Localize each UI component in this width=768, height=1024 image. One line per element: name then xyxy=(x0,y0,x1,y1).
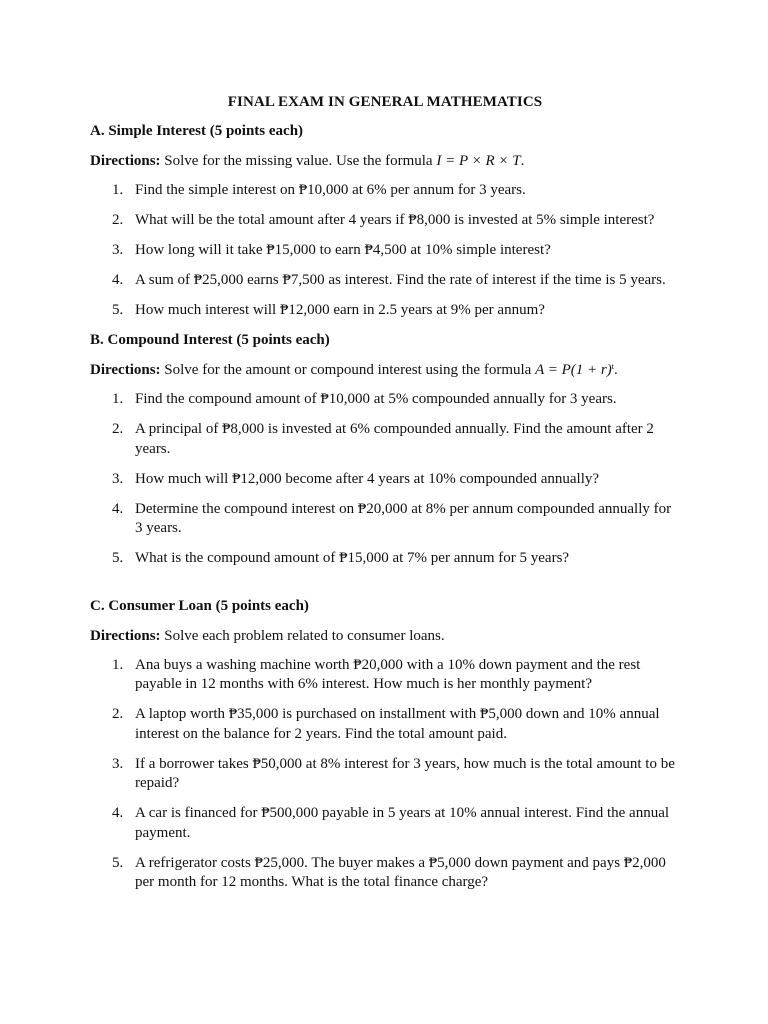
item-number: 2. xyxy=(112,421,124,437)
exam-document xyxy=(90,92,680,903)
item-text: How much will ₱12,000 become after 4 years at 10% compounded annually? xyxy=(135,470,600,487)
section-a-heading: A. Simple Interest (5 points each) xyxy=(90,123,304,139)
formula-end: . xyxy=(520,153,525,169)
list-item xyxy=(90,470,680,490)
question-list xyxy=(90,656,680,893)
section-b-heading: B. Compound Interest (5 points each) xyxy=(90,332,330,348)
item-number: 1. xyxy=(112,182,124,198)
item-text: A principal of ₱8,000 is invested at 6% compounded annually. Find the amount after 2 years. xyxy=(135,421,654,457)
directions-text: Solve for the amount or compound interest using the formula xyxy=(164,362,532,378)
item-text: Ana buys a washing machine worth ₱20,000 with a 10% down payment and the rest payable in 12 months with 6% interest. How much is her monthly payment? xyxy=(135,656,641,692)
formula: A = P(1 + r) xyxy=(535,362,612,378)
section-c-directions xyxy=(90,627,680,646)
item-text: What is the compound amount of ₱15,000 at 7% per annum for 5 years? xyxy=(135,550,570,566)
directions-text: Solve each problem related to consumer loans. xyxy=(164,627,445,644)
list-item xyxy=(90,390,680,410)
item-text: How long will it take ₱15,000 to earn ₱4,500 at 10% simple interest? xyxy=(135,242,551,258)
item-text: How much interest will ₱12,000 earn in 2.5 years at 9% per annum? xyxy=(135,302,545,318)
formula-end: . xyxy=(613,362,618,378)
list-item xyxy=(90,705,680,744)
item-number: 1. xyxy=(112,391,124,407)
item-number: 5. xyxy=(112,550,124,566)
list-item xyxy=(90,241,680,261)
list-item xyxy=(90,211,680,231)
list-item xyxy=(90,549,680,569)
formula-exponent: t xyxy=(611,362,614,371)
item-text: A sum of ₱25,000 earns ₱7,500 as interest. Find the rate of interest if the time is 5 years. xyxy=(135,272,666,288)
item-number: 5. xyxy=(112,854,124,871)
item-text: If a borrower takes ₱50,000 at 8% interest for 3 years, how much is the total amount to be repaid? xyxy=(135,755,675,791)
section-compound-interest xyxy=(90,331,680,569)
list-item xyxy=(90,181,680,201)
item-number: 3. xyxy=(112,470,124,487)
item-number: 4. xyxy=(112,500,124,517)
directions-text: Solve for the missing value. Use the formula xyxy=(164,153,433,169)
section-simple-interest xyxy=(90,122,680,321)
list-item xyxy=(90,271,680,291)
directions-label: Directions: xyxy=(90,627,161,644)
item-text: A laptop worth ₱35,000 is purchased on installment with ₱5,000 down and 10% annual interest on the balance for 2 years. Find the total amount paid. xyxy=(135,706,660,742)
directions-label: Directions: xyxy=(90,153,161,169)
section-c-heading: C. Consumer Loan (5 points each) xyxy=(90,597,309,614)
item-number: 1. xyxy=(112,656,124,673)
item-text: A refrigerator costs ₱25,000. The buyer makes a ₱5,000 down payment and pays ₱2,000 per month for 12 months. What is the total finance charge? xyxy=(135,854,666,890)
list-item xyxy=(90,656,680,695)
item-number: 3. xyxy=(112,242,124,258)
directions-label: Directions: xyxy=(90,362,161,378)
item-number: 4. xyxy=(112,272,124,288)
question-list xyxy=(90,390,680,569)
question-list xyxy=(90,181,680,321)
list-item xyxy=(90,500,680,539)
list-item xyxy=(90,755,680,794)
item-text: Find the compound amount of ₱10,000 at 5% compounded annually for 3 years. xyxy=(135,391,617,407)
item-text: A car is financed for ₱500,000 payable in 5 years at 10% annual interest. Find the annual payment. xyxy=(135,805,670,841)
list-item xyxy=(90,420,680,459)
item-number: 3. xyxy=(112,755,124,772)
item-number: 5. xyxy=(112,302,124,318)
item-number: 2. xyxy=(112,212,124,228)
section-b-directions xyxy=(90,361,680,380)
section-a-directions xyxy=(90,152,680,171)
list-item xyxy=(90,804,680,843)
formula: I = P × R × T xyxy=(436,153,521,169)
list-item xyxy=(90,301,680,321)
item-text: Find the simple interest on ₱10,000 at 6% per annum for 3 years. xyxy=(135,182,526,198)
document-title: FINAL EXAM IN GENERAL MATHEMATICS xyxy=(227,94,543,110)
list-item xyxy=(90,854,680,893)
item-text: Determine the compound interest on ₱20,000 at 8% per annum compounded annually for 3 years. xyxy=(135,500,672,536)
item-number: 2. xyxy=(112,706,124,722)
item-number: 4. xyxy=(112,805,124,821)
item-text: What will be the total amount after 4 years if ₱8,000 is invested at 5% simple interest? xyxy=(135,212,655,228)
section-consumer-loan xyxy=(90,597,680,893)
